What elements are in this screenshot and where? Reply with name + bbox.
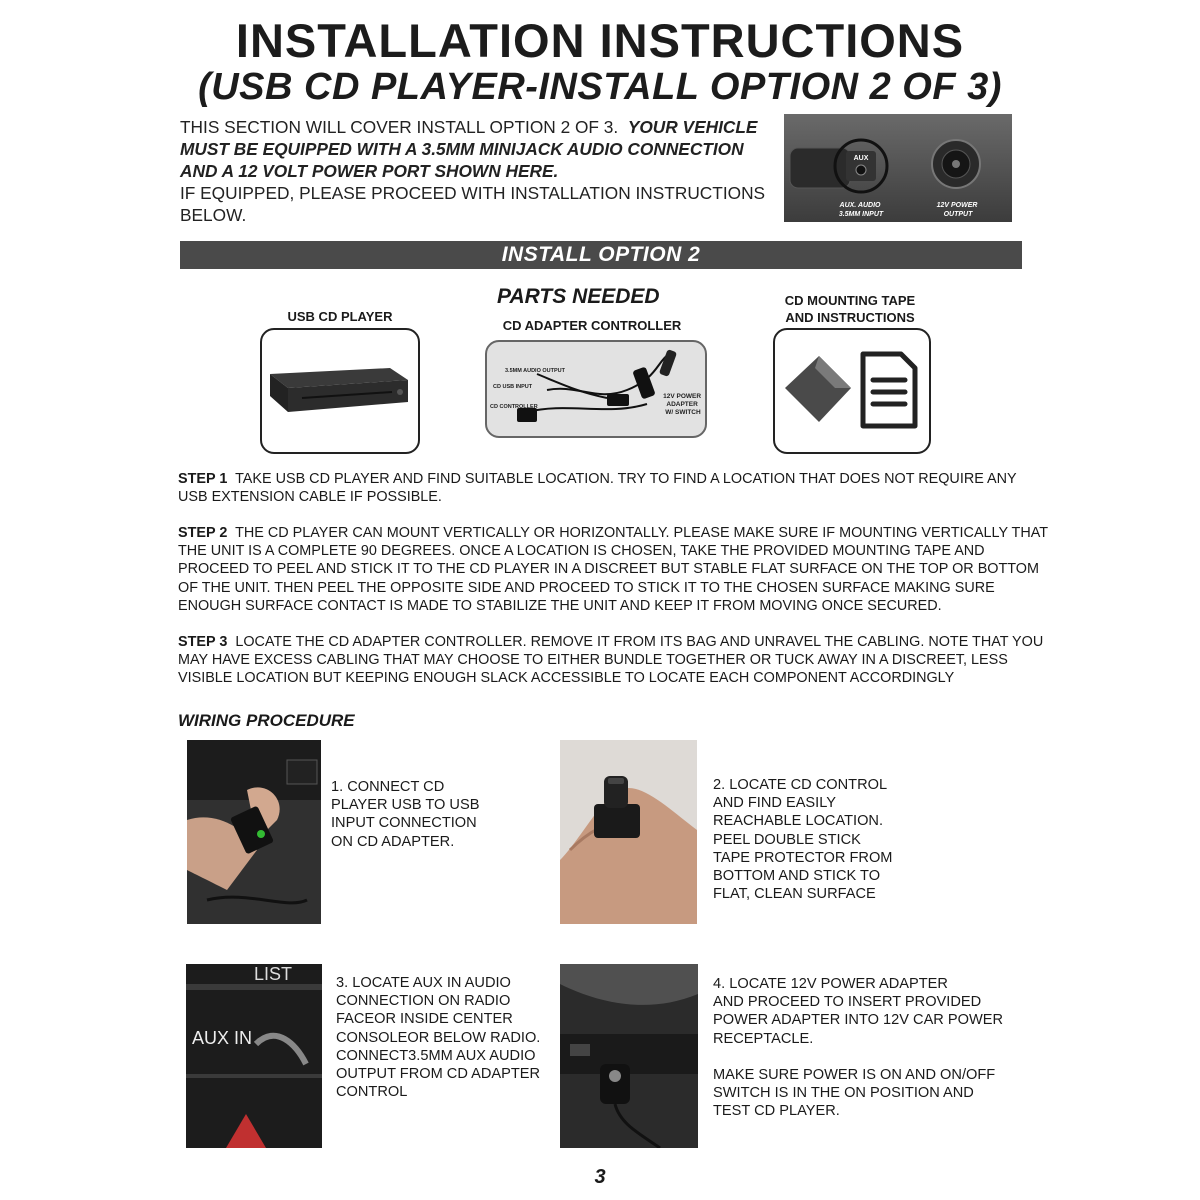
list-button-label: LIST: [254, 964, 293, 984]
wiring-procedure-title: WIRING PROCEDURE: [178, 711, 355, 730]
power-label-line2: OUTPUT: [943, 211, 973, 218]
wiring-step-2: 2. LOCATE CD CONTROL AND FIND EASILY REACHABLE LOCATION. PEEL DOUBLE STICK TAPE PROTECTOR FROM BOTTOM AND STICK TO FLAT, CLEAN SURFACE: [713, 777, 893, 903]
cd-adapter-label: CD ADAPTER CONTROLLER: [502, 318, 682, 333]
step-2-text: THE CD PLAYER CAN MOUNT VERTICALLY OR HORIZONTALLY. PLEASE MAKE SURE IF MOUNTING VERTICALLY THAT THE UNIT IS A COMPLETE 90 DEGREES. ONCE A LOCATION IS CHOSEN, TAKE THE PROVIDED MOUNTING TAPE AND PROCEED TO PEEL AND STICK IT TO THE CD PLAYER IN A DISCREET BUT STABLE FLAT SURFACE ON THE TOP OR BOTTOM OF THE UNIT. THEN PEEL THE OPPOSITE SIDE AND PROCEED TO STICK IT TO THE CHOSEN SURFACE MAKING SURE ENOUGH SURFACE CONTACT IS MADE TO STABILIZE THE UNIT AND KEEP IT FROM MOVING ONCE SECURED.: [178, 525, 1048, 614]
adapter-audio-output: 3.5MM AUDIO OUTPUT: [505, 368, 565, 374]
adapter-power-line3: W/ SWITCH: [665, 409, 701, 416]
step-1-label: STEP 1: [178, 471, 228, 487]
document-icon: [863, 354, 915, 426]
page-title: INSTALLATION INSTRUCTIONS: [235, 14, 965, 67]
cd-adapter-box: [485, 340, 707, 438]
step-3-text: LOCATE THE CD ADAPTER CONTROLLER. REMOVE IT FROM ITS BAG AND UNRAVEL THE CABLING. NOTE THAT YOU MAY HAVE EXCESS CABLING THAT MAY CHOOSE TO EITHER BUNDLE TOGETHER OR TUCK AWAY IN A DISCREET, LESS VISIBLE LOCATION BUT KEEPING ENOUGH SLACK ACCESSIBLE TO LOCATE EACH COMPONENT ACCORDINGLY: [178, 634, 1044, 687]
aux-label-line2: 3.5MM INPUT: [838, 211, 884, 218]
step-3: [178, 633, 1048, 688]
page-subtitle: (USB CD PLAYER-INSTALL OPTION 2 OF 3): [198, 66, 1002, 108]
ports-photo: [784, 114, 1012, 222]
intro-text-1: THIS SECTION WILL COVER INSTALL OPTION 2 OF 3.: [180, 117, 619, 137]
step-2: [178, 524, 1048, 615]
aux-in-photo: [186, 964, 322, 1148]
step-2-label: STEP 2: [178, 525, 228, 541]
intro-text-2: IF EQUIPPED, PLEASE PROCEED WITH INSTALLATION INSTRUCTIONS BELOW.: [180, 183, 766, 225]
wiring-step-4-note: MAKE SURE POWER IS ON AND ON/OFF SWITCH IS IN THE ON POSITION AND TEST CD PLAYER.: [713, 1067, 996, 1120]
usb-cd-player-box: [260, 328, 420, 454]
step-1-text: TAKE USB CD PLAYER AND FIND SUITABLE LOCATION. TRY TO FIND A LOCATION THAT DOES NOT REQUIRE ANY USB EXTENSION CABLE IF POSSIBLE.: [178, 471, 1017, 506]
step-3-label: STEP 3: [178, 634, 228, 650]
wiring-step-4: 4. LOCATE 12V POWER ADAPTER AND PROCEED TO INSERT PROVIDED POWER ADAPTER INTO 12V CAR POWER RECEPTACLE.: [713, 976, 1004, 1047]
power-adapter-photo: [560, 964, 698, 1148]
intro-paragraph: [180, 116, 780, 226]
power-label-line1: 12V POWER: [936, 202, 978, 209]
intro-requirement: YOUR VEHICLE MUST BE EQUIPPED WITH A 3.5MM MINIJACK AUDIO CONNECTION AND A 12 VOLT POWER PORT SHOWN HERE.: [180, 117, 758, 181]
cd-player-icon: [262, 330, 418, 452]
mounting-tape-box: [773, 328, 931, 454]
page-number: 3: [594, 1166, 606, 1188]
aux-badge: AUX: [853, 155, 869, 162]
parts-needed-title: PARTS NEEDED: [497, 285, 660, 308]
wiring-step-3: 3. LOCATE AUX IN AUDIO CONNECTION ON RADIO FACEOR INSIDE CENTER CONSOLEOR BELOW RADIO. CONNECT3.5MM AUX AUDIO OUTPUT FROM CD ADAPTER CONTROL: [336, 975, 541, 1101]
cd-control-photo: [560, 740, 697, 924]
mounting-tape-label: CD MOUNTING TAPE AND INSTRUCTIONS: [784, 293, 916, 325]
adapter-controller: CD CONTROLLER: [490, 404, 538, 410]
usb-connect-photo: [187, 740, 321, 924]
step-1: [178, 470, 1048, 506]
install-option-banner: INSTALL OPTION 2: [180, 241, 1022, 269]
adapter-usb-input: CD USB INPUT: [493, 384, 533, 390]
adapter-power-line1: 12V POWER: [663, 393, 702, 400]
wiring-step-1: 1. CONNECT CD PLAYER USB TO USB INPUT CONNECTION ON CD ADAPTER.: [331, 779, 480, 850]
svg-text:12V POWER ADAPTER: [663, 393, 703, 416]
usb-cd-player-label: USB CD PLAYER: [287, 309, 393, 324]
aux-label-line1: AUX. AUDIO: [839, 202, 881, 209]
aux-in-label: AUX IN: [192, 1028, 253, 1048]
adapter-power-line2: ADAPTER: [666, 401, 698, 408]
